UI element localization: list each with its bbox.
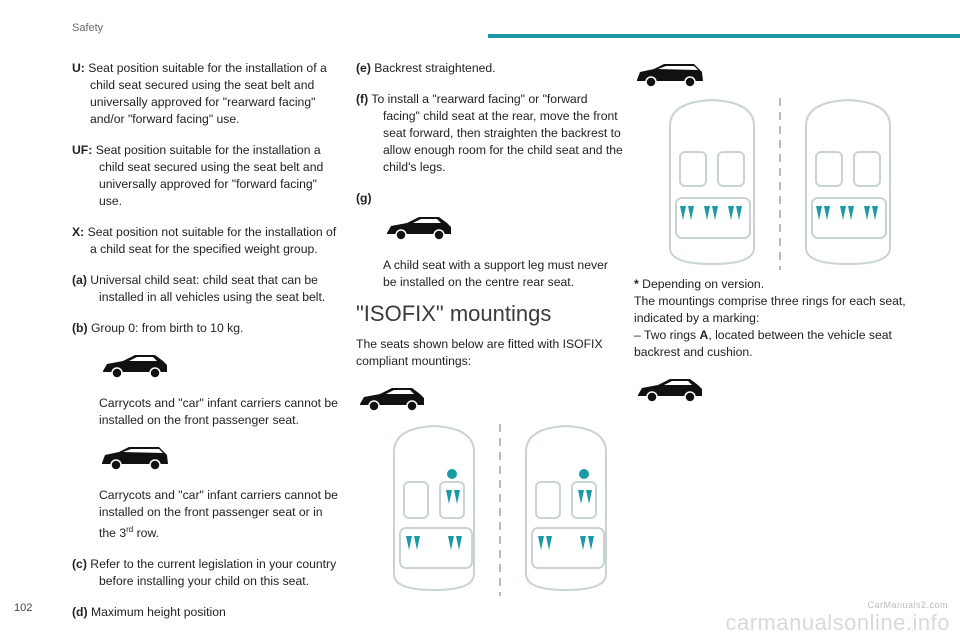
rings-a-text: – Two rings A, located between the vehicle seat backrest and cushion.	[634, 328, 892, 359]
isofix-seat-diagram-7-seat	[660, 98, 900, 270]
note-f: (f) To install a "rearward facing" or "forward facing" child seat at the rear, move the front seat forward, then straighten the backrest to allow enough room for the child seat and the child's legs.	[356, 92, 623, 174]
note-b: (b) Group 0: from birth to 10 kg.	[72, 321, 244, 335]
car-icon	[634, 375, 706, 405]
mountings-text: The mountings comprise three rings for each seat, indicated by a marking:	[634, 294, 906, 325]
note-g: (g)	[356, 191, 372, 205]
car-icon	[356, 384, 428, 414]
note-b-2: Carrycots and "car" infant carriers cannot be installed on the front passenger seat or in the 3rd row.	[99, 488, 338, 541]
note-c: (c) Refer to the current legislation in your country before installing your child on this seat.	[72, 557, 337, 589]
legend-uf: UF: Seat position suitable for the installation a child seat secured using the seat belt and universally approved for "forward facing" use.	[72, 143, 324, 208]
car-icon-suv-3	[356, 213, 624, 243]
note-d: (d) Maximum height position	[72, 605, 226, 620]
note-a: (a) Universal child seat: child seat that can be installed in all vehicles using the seat belt.	[72, 273, 326, 304]
column-2	[356, 60, 624, 596]
car-icon	[99, 351, 171, 381]
watermark: CarManuals2.com carmanualsonline.info	[725, 600, 950, 635]
legend-x: X: Seat position not suitable for the installation of a child seat for the specified weight group.	[72, 225, 337, 256]
column-3	[634, 60, 914, 405]
car-icon-suv-6	[634, 375, 914, 405]
car-icon	[634, 60, 706, 90]
header-accent-bar	[488, 34, 960, 38]
section-header: Safety	[72, 22, 104, 34]
isofix-heading: "ISOFIX" mountings	[356, 301, 552, 326]
isofix-seat-diagram-5-seat	[376, 424, 616, 596]
isofix-intro: The seats shown below are fitted with ISOFIX compliant mountings:	[356, 337, 603, 368]
page-number: 102	[14, 602, 33, 614]
note-b-1: Carrycots and "car" infant carriers cannot be installed on the front passenger seat.	[99, 396, 338, 427]
car-icon-suv-5	[634, 60, 914, 90]
column-1	[72, 60, 340, 635]
legend-u: U: Seat position suitable for the installation of a child seat secured using the seat belt and universally approved for "rearward facing" and/or "forward facing" use.	[72, 61, 327, 126]
note-e: (e) Backrest straightened.	[356, 61, 496, 75]
car-icon-suv-1	[72, 351, 340, 381]
car-icon	[99, 443, 171, 473]
footnote: * Depending on version.	[634, 277, 765, 291]
note-g-text: A child seat with a support leg must never be installed on the centre rear seat.	[383, 258, 608, 289]
car-icon-suv-2	[72, 443, 340, 473]
car-icon-suv-4	[356, 384, 624, 414]
car-icon	[383, 213, 455, 243]
